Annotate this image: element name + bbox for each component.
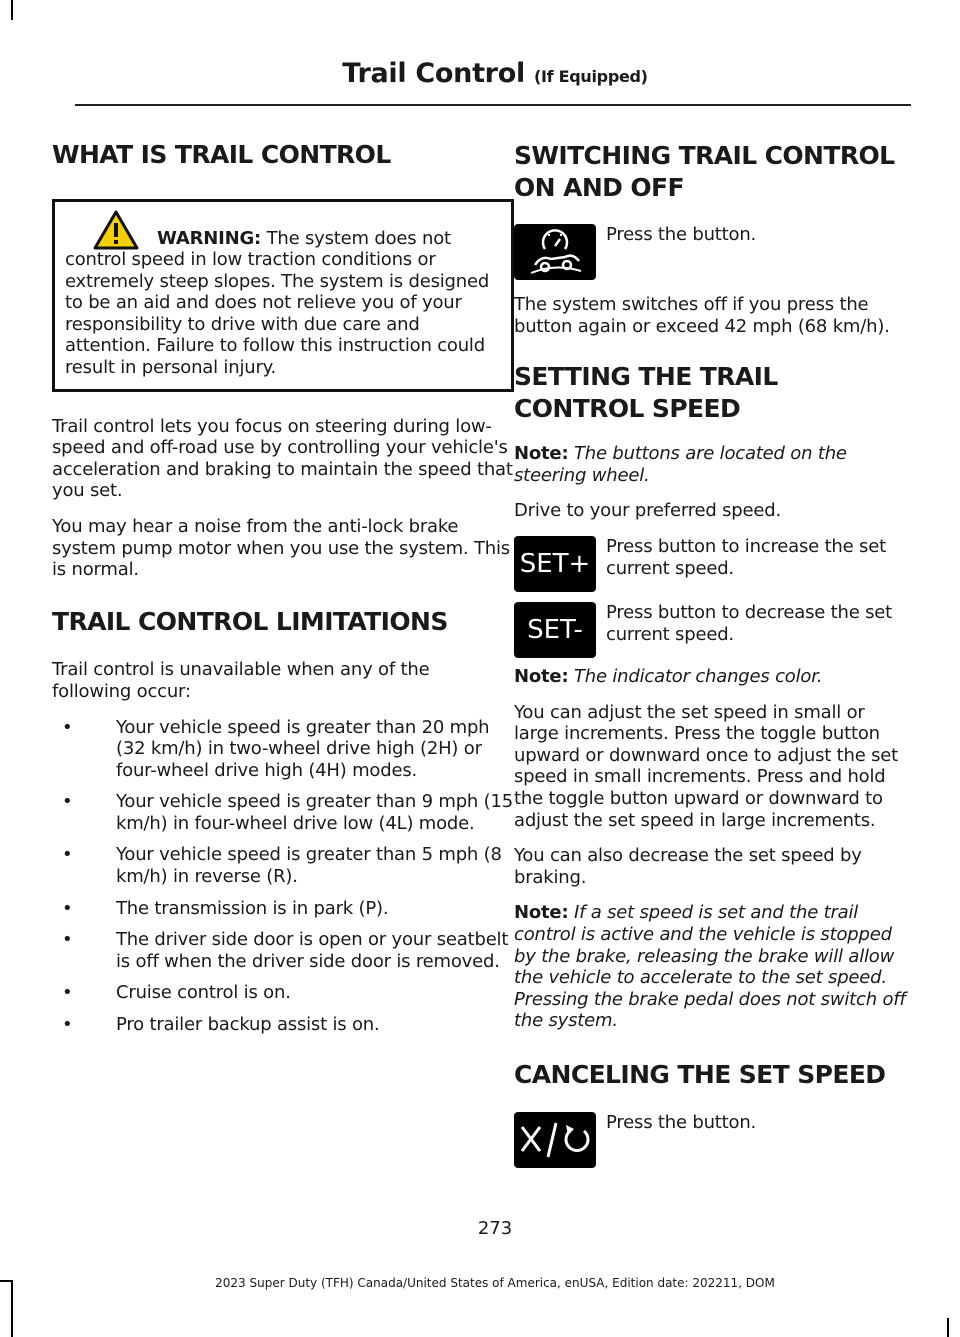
press-button-cancel-text: Press the button. (606, 1112, 757, 1134)
page-number: 273 (477, 1218, 513, 1239)
list-item: • Your vehicle speed is greater than 20 mph (32 km/h) in two-wheel drive high (2H) or four-wheel drive high (4H) modes. (62, 716, 490, 781)
warning-box (52, 199, 514, 392)
crop-mark-top-left (11, 0, 13, 20)
set-minus-text: Press button to decrease the set current speed. (606, 601, 893, 645)
warning-text (65, 228, 501, 379)
bullet-mark: • (62, 844, 73, 866)
set-plus-button-icon: SET+ (514, 536, 596, 592)
list-item: • Cruise control is on. (62, 982, 291, 1004)
cancel-resume-icon (518, 1117, 592, 1163)
bullet-mark: • (62, 897, 73, 919)
set-plus-text: Press button to increase the set current speed. (606, 535, 886, 579)
list-item: • The driver side door is open or your seatbelt is off when the driver side door is removed. (62, 929, 509, 972)
left-column (52, 140, 514, 1046)
press-button-text: Press the button. (606, 224, 757, 245)
bullet-mark: • (62, 791, 73, 813)
header-divider (75, 104, 911, 106)
footer-edition-info: 2023 Super Duty (TFH) Canada/United States of America, enUSA, Edition date: 202211, DOM (215, 1276, 775, 1290)
section-heading-switching: SWITCHING TRAIL CONTROL ON AND OFF (514, 141, 895, 202)
bullet-mark: • (62, 1014, 73, 1036)
intro-paragraph: Trail control lets you focus on steering during low-speed and off-road use by controlling your vehicle's acceleration and braking to maintain the speed that you set. (52, 415, 513, 502)
section-heading-setting: SETTING THE TRAIL CONTROL SPEED (514, 362, 778, 424)
warning-label: WARNING: (157, 227, 262, 249)
page-header (0, 58, 960, 89)
note-set-speed: Note: If a set speed is set and the trail control is active and the vehicle is stopped by the brake, releasing the brake will allow the vehicle to accelerate to the set speed. Pressing the brake pedal does not switch off the system. (514, 902, 906, 1032)
right-column (514, 140, 910, 1180)
limitations-intro: Trail control is unavailable when any of the following occur: (52, 659, 430, 702)
cancel-button-icon (514, 1112, 596, 1168)
section-heading-canceling: CANCELING THE SET SPEED (514, 1059, 886, 1089)
note-indicator: Note: The indicator changes color. (514, 665, 823, 687)
note-steering-wheel: Note: The buttons are located on the steering wheel. (514, 443, 847, 486)
bullet-mark: • (62, 929, 73, 951)
header-subtitle: (If Equipped) (534, 67, 648, 86)
limitations-list (52, 717, 514, 1036)
trail-control-icon (525, 227, 585, 277)
cancel-button-row (514, 1112, 910, 1168)
list-item: • Your vehicle speed is greater than 5 mph (8 km/h) in reverse (R). (62, 844, 502, 888)
list-item: • Pro trailer backup assist is on. (62, 1014, 380, 1036)
crop-mark-bottom-right (947, 1318, 949, 1337)
trail-control-button-icon (514, 224, 596, 280)
header-title: Trail Control (342, 58, 525, 89)
section-heading-what-is: WHAT IS TRAIL CONTROL (52, 140, 391, 169)
set-minus-row (514, 602, 910, 658)
noise-paragraph: You may hear a noise from the anti-lock brake system pump motor when you use the system. This is normal. (52, 516, 510, 581)
set-plus-row (514, 536, 910, 592)
set-minus-button-icon: SET- (514, 602, 596, 658)
increment-paragraph: You can adjust the set speed in small or large increments. Press the toggle button upward or downward once to adjust the set speed in small increments. Press and hold the toggle button upward or downward to adjust the set speed in large increments. (514, 701, 899, 831)
switch-off-paragraph: The system switches off if you press the button again or exceed 42 mph (68 km/h). (514, 294, 890, 337)
braking-paragraph: You can also decrease the set speed by braking. (514, 845, 862, 888)
drive-paragraph: Drive to your preferred speed. (514, 500, 782, 522)
warning-triangle-icon (93, 210, 139, 250)
list-item: • Your vehicle speed is greater than 9 mph (15 km/h) in four-wheel drive low (4L) mode. (62, 791, 513, 834)
section-heading-limitations: TRAIL CONTROL LIMITATIONS (52, 606, 448, 636)
warning-body: The system does not control speed in low traction conditions or extremely steep slopes. The system is designed to be an aid and does not relieve you of your responsibility to drive with due care and attention. Failure to follow this instruction could result in personal injury. (65, 227, 490, 379)
trail-control-button-row (514, 224, 910, 280)
bullet-mark: • (62, 716, 73, 738)
bullet-mark: • (62, 982, 73, 1004)
list-item: • The transmission is in park (P). (62, 897, 389, 919)
